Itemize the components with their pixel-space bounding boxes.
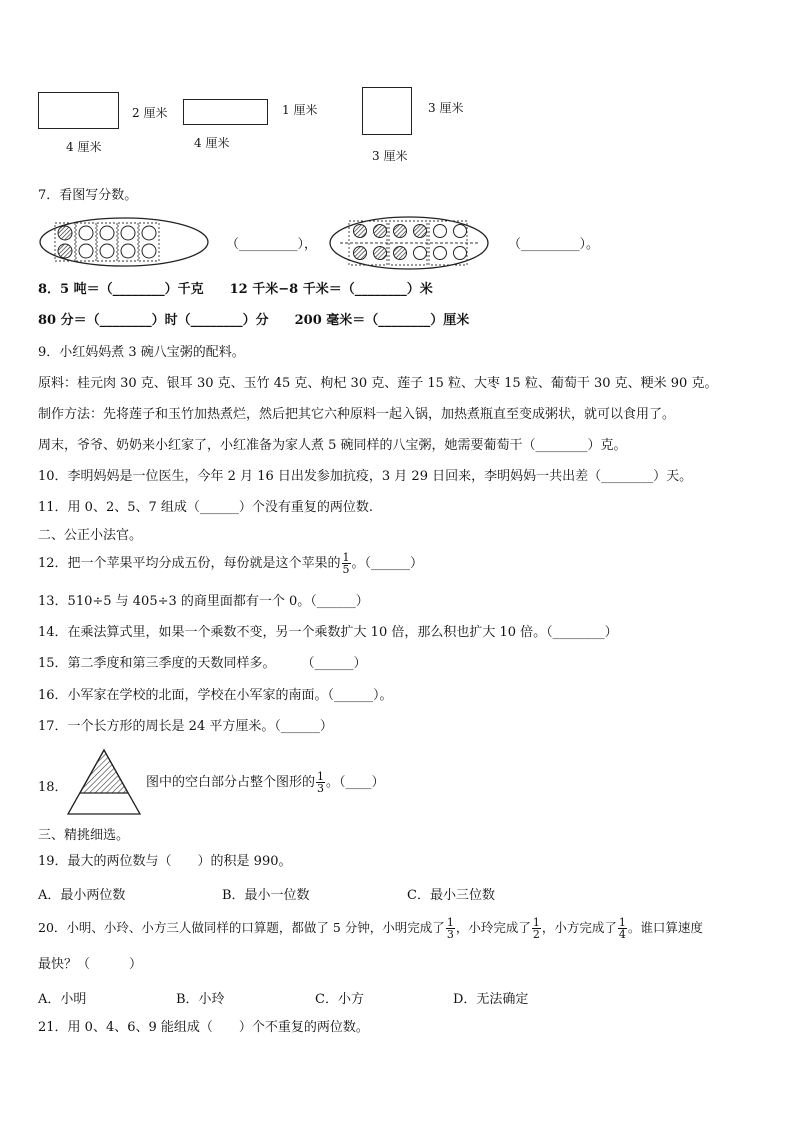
q19-option-a[interactable]: A．最小两位数 [38, 888, 126, 903]
question-11: 11．用 0、2、5、7 组成（______）个没有重复的两位数. [38, 500, 374, 515]
square-3x3 [362, 87, 412, 135]
q20-fraction-2: $\frac{1}{2}$ [532, 916, 540, 941]
question-15: 15．第二季度和第三季度的天数同样多。 （______） [38, 656, 367, 671]
empty-circle [100, 244, 114, 258]
question-14: 14．在乘法算式里，如果一个乘数不变，另一个乘数扩大 10 倍，那么积也扩大 10 倍。（________） [38, 625, 618, 640]
ellipse-figure-2 [328, 215, 490, 271]
empty-circle-bottom [414, 247, 427, 260]
q12-text: 12．把一个苹果平均分成五份，每份就是这个苹果的 [38, 556, 341, 571]
question-16: 16．小军家在学校的北面，学校在小军家的南面。（______）。 [38, 688, 393, 703]
q9-method: 制作方法：先将莲子和玉竹加热煮烂，然后把其它六种原料一起入锅，加热煮瓶直至变成粥状，就可以食用了。 [38, 407, 676, 422]
q20-fraction-1: $\frac{1}{3}$ [446, 916, 454, 941]
empty-circle [121, 244, 135, 258]
question-17: 17．一个长方形的周长是 24 平方厘米。（______） [38, 719, 333, 734]
empty-circle [79, 244, 93, 258]
question-8-line-2: 80 分＝（________）时（________）分 200 毫米＝（________）厘米 [38, 313, 470, 328]
rectangle-4x2 [38, 92, 119, 129]
q20-option-d[interactable]: D．无法确定 [453, 992, 529, 1007]
q20-text-1: 20．小明、小玲、小方三人做同样的口算题，都做了 5 分钟，小明完成了 [38, 920, 445, 935]
question-21: 21．用 0、4、6、9 能组成（ ）个不重复的两位数。 [38, 1020, 369, 1035]
empty-circle-top [434, 225, 447, 238]
q20-option-c[interactable]: C．小方 [315, 992, 364, 1007]
q12-fraction: $\frac{1}{5}$ [342, 551, 350, 576]
shaded-circle-top [354, 225, 367, 238]
rect1-height-label: 2 厘米 [132, 106, 168, 120]
q19-option-b[interactable]: B．最小一位数 [222, 888, 310, 903]
shaded-circle-top [394, 225, 407, 238]
q20-option-b[interactable]: B．小玲 [176, 992, 225, 1007]
q20-line-2: 最快？（ ） [38, 957, 143, 972]
section-3-heading: 三、精挑细选。 [38, 828, 130, 843]
empty-circle [142, 244, 156, 258]
shaded-circle-bottom [394, 247, 407, 260]
q20-text-4: 。谁口算速度 [627, 920, 703, 935]
q9-question: 周末，爷爷、奶奶来小红家了，小红准备为家人煮 5 碗同样的八宝粥，她需要葡萄干（________）克。 [38, 438, 627, 453]
empty-circle [142, 226, 156, 240]
empty-circle-bottom [454, 247, 467, 260]
q9-ingredients: 原料：桂元肉 30 克、银耳 30 克、玉竹 45 克、枸杞 30 克、莲子 15 粒、大枣 15 粒、葡萄干 30 克、粳米 90 克。 [38, 376, 718, 391]
question-18-number: 18． [38, 780, 68, 795]
empty-circle [121, 226, 135, 240]
q7-blank-1[interactable]: （_________）， [226, 237, 318, 252]
empty-circle-top [454, 225, 467, 238]
q20-text-3: ，小方完成了 [541, 920, 617, 935]
q18-fraction: $\frac{1}{3}$ [317, 770, 325, 795]
q20-text-2: ，小玲完成了 [455, 920, 531, 935]
q20-fraction-3: $\frac{1}{4}$ [618, 916, 626, 941]
question-7: 7．看图写分数。 [38, 188, 138, 203]
question-18 [146, 766, 385, 800]
empty-circle [100, 226, 114, 240]
empty-circle-bottom [434, 247, 447, 260]
rect1-width-label: 4 厘米 [66, 140, 102, 154]
shaded-circle [58, 226, 72, 240]
shaded-circle-top [374, 225, 387, 238]
rect2-width-label: 4 厘米 [194, 136, 230, 150]
q18-text: 图中的空白部分占整个图形的 [146, 775, 316, 790]
rect2-height-label: 1 厘米 [282, 103, 318, 117]
section-2-heading: 二、公正小法官。 [38, 528, 143, 543]
q19-option-c[interactable]: C．最小三位数 [407, 888, 495, 903]
question-9: 9．小红妈妈煮 3 碗八宝粥的配料。 [38, 345, 245, 360]
ellipse-figure-1 [38, 215, 210, 269]
q12-blank[interactable]: 。（______） [351, 556, 424, 571]
square-height-label: 3 厘米 [428, 101, 464, 115]
empty-circle [79, 226, 93, 240]
shaded-circle-top [414, 225, 427, 238]
question-13: 13．510÷5 与 405÷3 的商里面都有一个 0。（______） [38, 594, 369, 609]
q20-option-a[interactable]: A．小明 [38, 992, 87, 1007]
question-12 [38, 547, 423, 581]
shaded-circle [58, 244, 72, 258]
triangle-figure [66, 748, 142, 816]
shaded-circle-bottom [374, 247, 387, 260]
question-10: 10．李明妈妈是一位医生，今年 2 月 16 日出发参加抗疫，3 月 29 日回来，李明妈妈一共出差（________）天。 [38, 469, 693, 484]
question-8-line-1: 8．5 吨＝（________）千克 12 千米−8 千米＝（________）米 [38, 282, 433, 297]
q7-blank-2[interactable]: （_________）。 [508, 237, 600, 252]
shaded-circle-bottom [354, 247, 367, 260]
q18-blank[interactable]: 。（____） [326, 775, 385, 790]
square-width-label: 3 厘米 [372, 149, 408, 163]
question-20 [38, 911, 703, 945]
rectangle-4x1 [183, 99, 268, 125]
question-19: 19．最大的两位数与（ ）的积是 990。 [38, 854, 292, 869]
